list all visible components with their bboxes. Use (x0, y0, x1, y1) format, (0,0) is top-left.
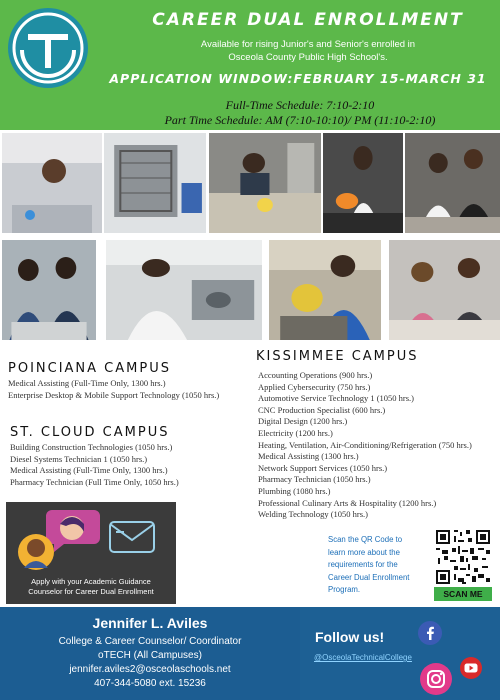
st-cloud-campus-title: ST. CLOUD CAMPUS (10, 425, 170, 440)
photo-culinary-students (405, 133, 500, 233)
qr-code-icon (434, 528, 492, 586)
list-item: Digital Design (1200 hrs.) (258, 416, 348, 427)
st-cloud-program-list (10, 442, 179, 488)
list-item: Heating, Ventilation, Air-Conditioning/Refrigeration (750 hrs.) (258, 439, 472, 450)
kissimmee-campus-title: KISSIMMEE CAMPUS (256, 349, 419, 364)
otech-logo (6, 6, 90, 90)
contact-card (0, 607, 300, 700)
list-item: Electricity (1200 hrs.) (258, 427, 333, 438)
contact-name: Jennifer L. Aviles (92, 615, 208, 631)
list-item: Network Support Services (1050 hrs.) (258, 462, 388, 473)
list-item: Pharmacy Technician (1050 hrs.) (258, 474, 371, 485)
photo-hvac-unit (104, 133, 206, 233)
list-item: Medical Assisting (Full-Time Only, 1300 hrs.) (10, 465, 168, 476)
contact-phone[interactable]: 407-344-5080 ext. 15236 (94, 678, 206, 689)
qr-instructions: Scan the QR Code to learn more about the requirements for the Career Dual Enrollment Program. (328, 535, 410, 594)
social-handle-link[interactable]: @OsceolaTechnicalCollege (314, 653, 412, 662)
list-item: Medical Assisting (Full-Time Only, 1300 hrs.) (8, 378, 166, 388)
list-item: Building Construction Technologies (1050 hrs.) (10, 442, 173, 452)
qr-code[interactable] (434, 528, 492, 586)
list-item: Enterprise Desktop & Mobile Support Technology (1050 hrs.) (8, 389, 220, 400)
list-item: Pharmacy Technician (Full Time Only, 1050 hrs.) (10, 476, 179, 487)
photo-cnc-student (106, 240, 262, 340)
footer (0, 607, 500, 700)
photo-medical-students (389, 240, 500, 340)
follow-us-heading: Follow us! (315, 629, 385, 645)
counselor-chat-illustration (6, 502, 176, 577)
list-item: Applied Cybersecurity (750 hrs.) (258, 381, 371, 392)
list-item: Welding Technology (1050 hrs.) (258, 509, 368, 520)
facebook-icon[interactable] (418, 621, 442, 645)
list-item: Automotive Service Technology 1 (1050 hrs.) (258, 393, 414, 404)
instagram-icon[interactable] (420, 663, 452, 695)
apply-box (6, 502, 176, 604)
contact-role: College & Career Counselor/ Coordinator (58, 636, 242, 647)
list-item: CNC Production Specialist (600 hrs.) (258, 404, 386, 415)
poinciana-program-list (8, 378, 219, 401)
scan-me-label: SCAN ME (434, 587, 492, 601)
photo-students-tech (2, 240, 96, 340)
list-item: Professional Culinary Arts & Hospitality (1200 hrs.) (258, 497, 437, 508)
poinciana-campus-title: POINCIANA CAMPUS (8, 361, 171, 376)
page-title: CAREER DUAL ENROLLMENT (152, 10, 464, 30)
photo-welding-student (269, 240, 381, 340)
apply-text: Apply with your Academic Guidance Counselor for Career Dual Enrollment (28, 577, 154, 596)
application-window: APPLICATION WINDOW:FEBRUARY 15-MARCH 31 (109, 71, 487, 86)
contact-org: oTECH (All Campuses) (98, 650, 202, 661)
list-item: Medical Assisting (1300 hrs.) (258, 451, 359, 462)
header-banner (0, 0, 500, 130)
availability-text: Available for rising Junior's and Senior's enrolled in Osceola County Public High School's. (200, 39, 416, 63)
photo-lab-student (2, 133, 102, 233)
photo-culinary-flame (323, 133, 403, 233)
contact-email[interactable]: jennifer.aviles2@osceolaschools.net (69, 664, 231, 675)
fulltime-schedule: Full-Time Schedule: 7:10-2:10 (225, 98, 375, 112)
list-item: Diesel Systems Technician 1 (1050 hrs.) (10, 453, 148, 464)
kissimmee-program-list (258, 370, 472, 521)
parttime-schedule: Part Time Schedule: AM (7:10-10:10)/ PM (11:10-2:10) (164, 113, 436, 127)
photo-electrical-lab (209, 133, 321, 233)
list-item: Plumbing (1080 hrs.) (258, 485, 331, 496)
list-item: Accounting Operations (900 hrs.) (258, 370, 373, 380)
youtube-icon[interactable] (460, 657, 482, 679)
